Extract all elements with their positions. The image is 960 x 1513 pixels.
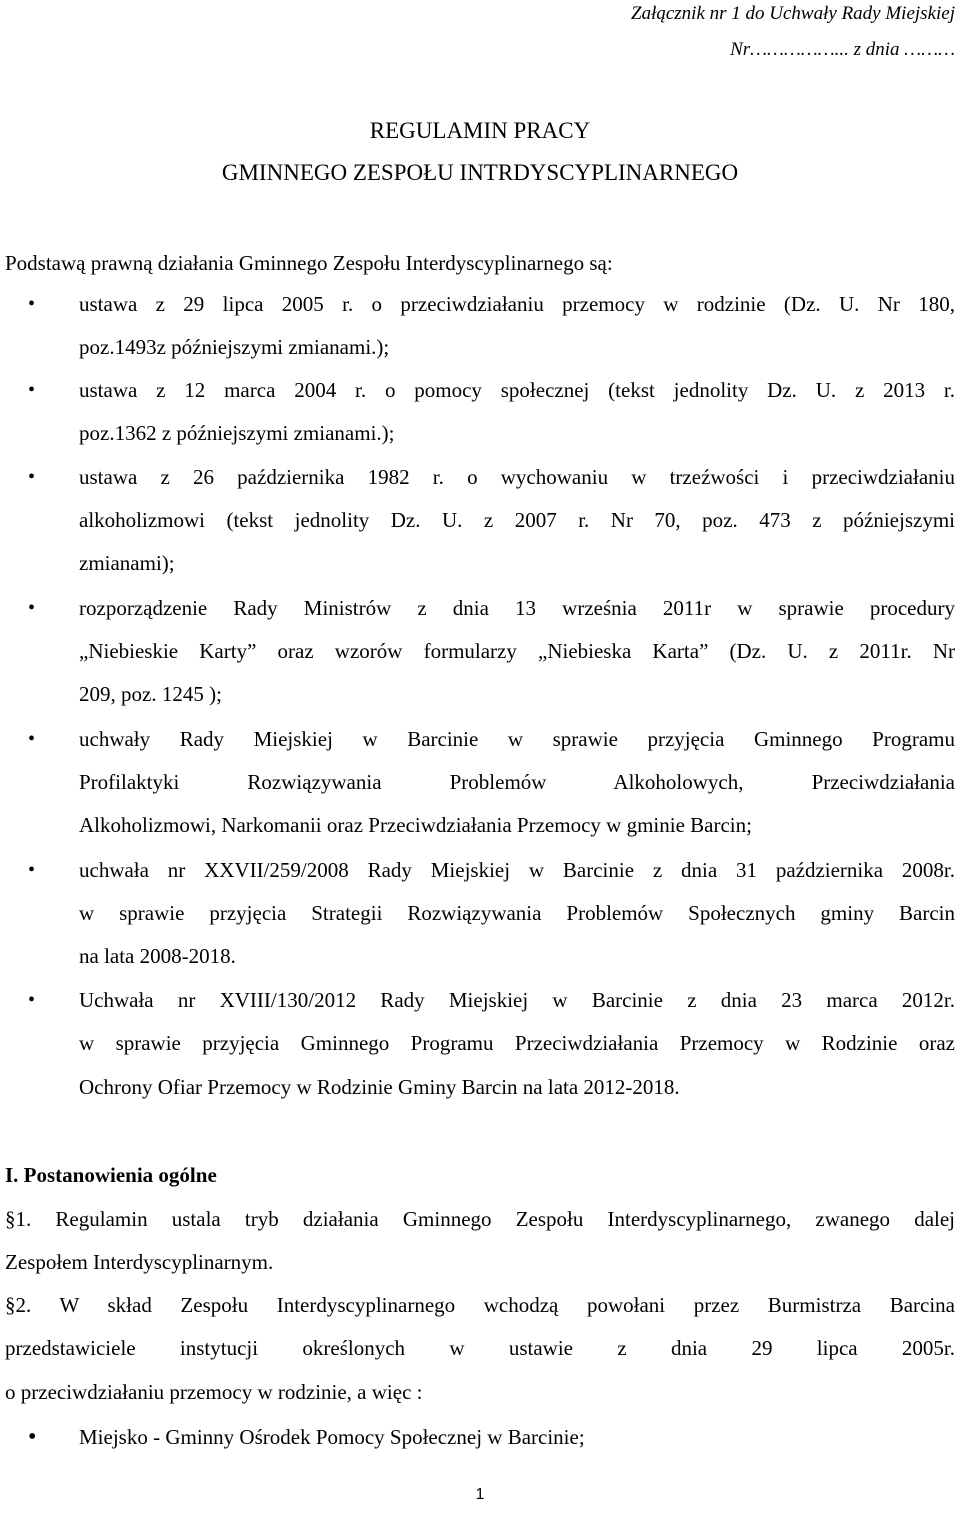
bullet-icon: •: [28, 293, 36, 315]
bullet-icon: •: [28, 466, 36, 488]
legal-basis-item-line: zmianami);: [79, 551, 175, 575]
legal-basis-item-line: 209, poz. 1245 );: [79, 682, 222, 706]
page-number: 1: [475, 1486, 485, 1503]
legal-basis-item-line: Uchwała nr XVIII/130/2012 Rady Miejskiej w Barcinie z dnia 23 marca 2012r.: [79, 988, 955, 1012]
legal-basis-item-line: ustawa z 12 marca 2004 r. o pomocy społecznej (tekst jednolity Dz. U. z 2013 r.: [79, 378, 955, 402]
attachment-note-line-1: Załącznik nr 1 do Uchwały Rady Miejskiej: [631, 3, 955, 24]
document-title-line-2: GMINNEGO ZESPOŁU INTRDYSCYPLINARNEGO: [221, 160, 739, 185]
legal-basis-intro: Podstawą prawną działania Gminnego Zespołu Interdyscyplinarnego są:: [5, 251, 613, 275]
legal-basis-item-line: „Niebieskie Karty” oraz wzorów formularzy „Niebieska Karta” (Dz. U. z 2011r. Nr: [79, 639, 955, 663]
bullet-icon: •: [28, 859, 36, 881]
legal-basis-item-line: uchwały Rady Miejskiej w Barcinie w sprawie przyjęcia Gminnego Programu: [79, 727, 955, 751]
legal-basis-item-line: w sprawie przyjęcia Gminnego Programu Przeciwdziałania Przemocy w Rodzinie oraz: [79, 1031, 955, 1055]
legal-basis-item-line: uchwała nr XXVII/259/2008 Rady Miejskiej w Barcinie z dnia 31 października 2008r.: [79, 858, 955, 882]
legal-basis-item-line: Alkoholizmowi, Narkomanii oraz Przeciwdziałania Przemocy w gminie Barcin;: [79, 813, 752, 837]
legal-basis-item-line: poz.1493z późniejszymi zmianami.);: [79, 335, 390, 359]
bullet-icon: •: [28, 597, 36, 619]
legal-basis-item-line: poz.1362 z późniejszymi zmianami.);: [79, 421, 395, 445]
paragraph-2-line: §2. W skład Zespołu Interdyscyplinarnego wchodzą powołani przez Burmistrza Barcina: [5, 1293, 955, 1317]
legal-basis-item-line: ustawa z 29 lipca 2005 r. o przeciwdziałaniu przemocy w rodzinie (Dz. U. Nr 180,: [79, 292, 955, 316]
bullet-icon: •: [28, 1424, 37, 1450]
bullet-icon: •: [28, 989, 36, 1011]
legal-basis-item-line: alkoholizmowi (tekst jednolity Dz. U. z 2007 r. Nr 70, poz. 473 z późniejszymi: [79, 508, 955, 532]
legal-basis-item-line: Profilaktyki Rozwiązywania Problemów Alkoholowych, Przeciwdziałania: [79, 770, 955, 794]
paragraph-1-line: Zespołem Interdyscyplinarnym.: [5, 1250, 274, 1274]
bullet-icon: •: [28, 379, 36, 401]
legal-basis-item-line: Ochrony Ofiar Przemocy w Rodzinie Gminy Barcin na lata 2012-2018.: [79, 1075, 680, 1099]
attachment-note-line-2: Nr……………... z dnia ………: [730, 39, 955, 60]
legal-basis-item-line: w sprawie przyjęcia Strategii Rozwiązywania Problemów Społecznych gminy Barcin: [79, 901, 955, 925]
bullet-icon: •: [28, 728, 36, 750]
legal-basis-item-line: rozporządzenie Rady Ministrów z dnia 13 września 2011r w sprawie procedury: [79, 596, 955, 620]
paragraph-1-line: §1. Regulamin ustala tryb działania Gminnego Zespołu Interdyscyplinarnego, zwanego dalej: [5, 1207, 955, 1231]
paragraph-2-line: o przeciwdziałaniu przemocy w rodzinie, a więc :: [5, 1380, 423, 1404]
document-title-line-1: REGULAMIN PRACY: [369, 118, 591, 143]
member-item-text: Miejsko - Gminny Ośrodek Pomocy Społecznej w Barcinie;: [79, 1425, 585, 1449]
legal-basis-item-line: na lata 2008-2018.: [79, 944, 236, 968]
section-heading: I. Postanowienia ogólne: [5, 1163, 217, 1187]
paragraph-2-line: przedstawiciele instytucji określonych w ustawie z dnia 29 lipca 2005r.: [5, 1336, 955, 1360]
legal-basis-item-line: ustawa z 26 października 1982 r. o wychowaniu w trzeźwości i przeciwdziałaniu: [79, 465, 955, 489]
